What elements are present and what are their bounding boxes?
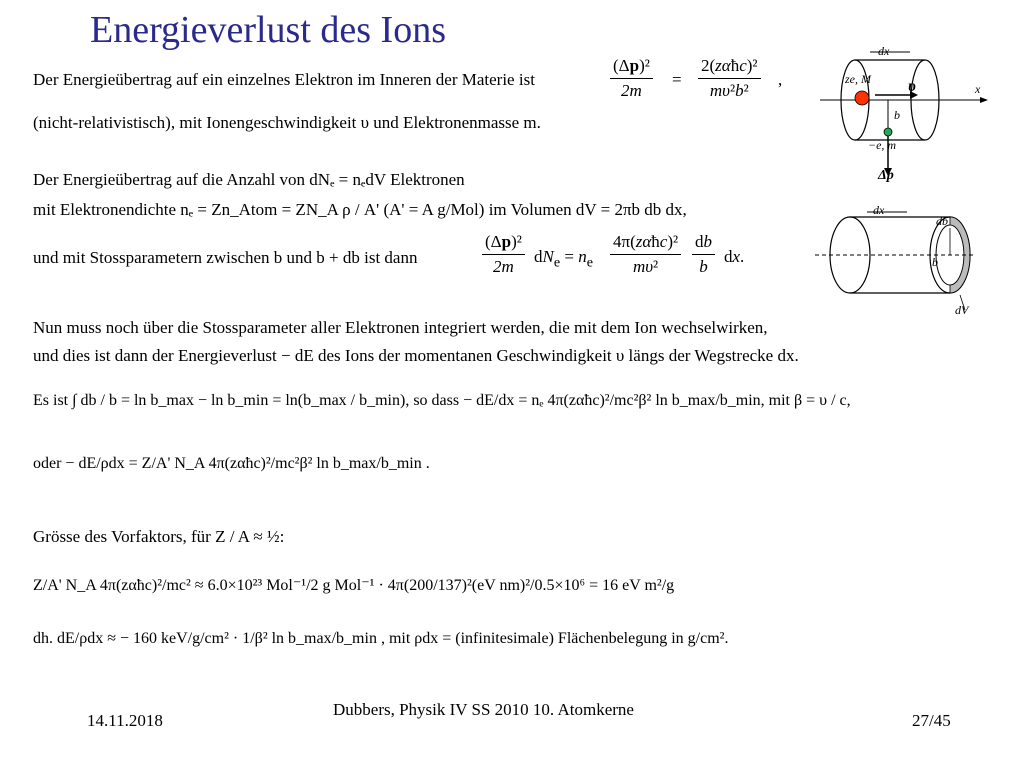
text-line-5: und mit Stossparametern zwischen b und b + db ist dann xyxy=(33,248,418,267)
ion-electron-diagram xyxy=(820,40,1010,190)
text-line-12: dh. dE/ρdx ≈ − 160 keV/g/cm² · 1/β² ln b_max/b_min , mit ρdx = (infinitesimale) Flächenbelegung in g/cm². xyxy=(33,630,729,647)
text-line-7: und dies ist dann der Energieverlust − dE des Ions der momentanen Geschwindigkeit υ längs der Wegstrecke dx. xyxy=(33,346,799,365)
text-line-1: Der Energieübertrag auf ein einzelnes Elektron im Inneren der Materie ist xyxy=(33,70,535,89)
equation-5: $\frac{\text{(Δp)²}}{2m}$ $dN_e = n_e$ 4π(zαħc)² mυ² $\frac{db}{b}$ dx. xyxy=(482,228,782,288)
diagram1-dx-label: dx xyxy=(878,44,890,58)
footer-center: Dubbers, Physik IV SS 2010 10. Atomkerne  xyxy=(333,700,648,719)
footer-date: 14.11.2018 xyxy=(87,711,163,730)
shell-volume-diagram xyxy=(815,200,1015,320)
electron-marker xyxy=(884,128,892,136)
equation-1: $\frac{\text{(Δp)²}}{2m}$ = 2(zαħc)² mυ²b² , xyxy=(610,50,790,105)
text-line-11: Z/A' N_A 4π(zαħc)²/mc² ≈ 6.0×10²³ Mol⁻¹/2 g Mol⁻¹ · 4π(200/137)²(eV nm)²/0.5×10⁶ = 16 eV m²/g xyxy=(33,577,675,594)
text-line-8: Es ist ∫ db / b = ln b_max − ln b_min = ln(b_max / b_min), so dass − dE/dx = nₑ 4π(zαħc)²/mc²β² ln b_max/b_min, mit β = υ / c, xyxy=(33,392,851,409)
text-line-2: (nicht-relativistisch), mit Ionengeschwindigkeit υ und Elektronenmasse m. xyxy=(33,113,541,132)
page-title: Energieverlust des Ions xyxy=(90,9,446,51)
diagram2-dx-label: dx xyxy=(873,203,885,217)
diagram1-ion-label: ze, M xyxy=(845,72,871,86)
diagram1-dp-label: Δp xyxy=(878,168,894,183)
text-line-3: Der Energieübertrag auf die Anzahl von dNₑ = nₑdV Elektronen xyxy=(33,170,465,189)
text-line-10: Grösse des Vorfaktors, für Z / A ≈ ½: xyxy=(33,527,285,546)
diagram1-electron-label: −e, m xyxy=(868,138,897,152)
text-line-9: oder − dE/ρdx = Z/A' N_A 4π(zαħc)²/mc²β² ln b_max/b_min . xyxy=(33,455,430,472)
footer-page-number: 27/45 xyxy=(912,711,951,730)
diagram2-dv-label: dV xyxy=(955,303,969,317)
ion-marker xyxy=(855,91,869,105)
diagram1-b-label: b xyxy=(894,108,900,122)
diagram2-db-label: db xyxy=(936,214,948,228)
diagram1-velocity-label: υ xyxy=(908,78,916,95)
diagram1-x-label: x xyxy=(975,82,981,96)
text-line-6: Nun muss noch über die Stossparameter aller Elektronen integriert werden, die mit dem Ion wechselwirken, xyxy=(33,318,768,337)
text-line-4: mit Elektronendichte nₑ = Zn_Atom = ZN_A ρ / A' (A' = A g/Mol) im Volumen dV = 2πb db dx, xyxy=(33,200,687,219)
diagram2-b-label: b xyxy=(932,255,938,269)
